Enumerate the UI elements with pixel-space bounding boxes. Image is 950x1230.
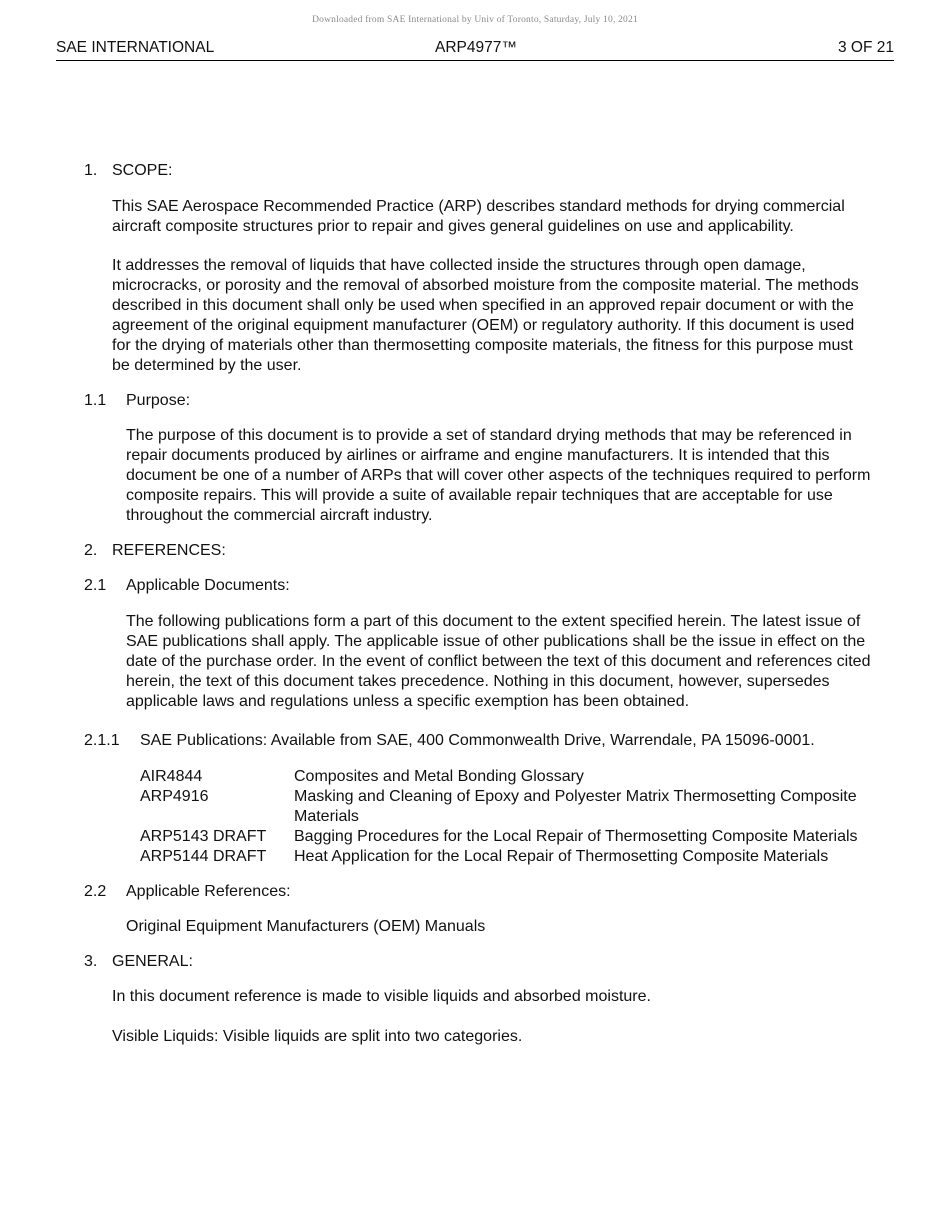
section-sae-publications-heading: [84, 731, 874, 751]
section-number: 1.1: [84, 392, 107, 409]
section-number: 2.1.1: [84, 732, 120, 749]
section-number: 2.1: [84, 577, 107, 594]
download-note: Downloaded from SAE International by Univ of Toronto, Saturday, July 10, 2021: [312, 15, 638, 25]
scope-paragraph-1: This SAE Aerospace Recommended Practice (ARP) describes standard methods for drying commercial aircraft composite structures prior to repair and gives general guidelines on use and applicability.: [112, 198, 845, 235]
publication-code: ARP5143 DRAFT: [140, 828, 267, 845]
page-header: [56, 38, 894, 61]
section-title: SCOPE:: [112, 162, 173, 179]
scope-paragraph-2: It addresses the removal of liquids that have collected inside the structures through open damage, microcracks, or porosity and the removal of absorbed moisture from the composite material. The methods described in this document shall only be used when specified in an approved repair document or with the agreement of the original equipment manufacturer (OEM) or regulatory authority. If this document is used for the drying of materials other than thermosetting composite materials, the fitness for this purpose must be determined by the user.: [112, 257, 859, 374]
section-scope-heading: [84, 161, 874, 181]
publication-title: Bagging Procedures for the Local Repair of Thermosetting Composite Materials: [294, 828, 858, 845]
section-number: 1.: [84, 162, 98, 179]
section-title: GENERAL:: [112, 953, 193, 970]
publication-title: Composites and Metal Bonding Glossary: [294, 768, 584, 785]
section-title: Applicable References:: [126, 883, 291, 900]
section-general-heading: [84, 952, 874, 972]
publication-title: Heat Application for the Local Repair of Thermosetting Composite Materials: [294, 848, 829, 865]
list-item: [140, 767, 874, 787]
section-title: Applicable Documents:: [126, 577, 290, 594]
sae-publications-list: [84, 767, 874, 867]
section-number: 2.2: [84, 883, 107, 900]
applicable-references-paragraph: Original Equipment Manufacturers (OEM) Manuals: [126, 918, 486, 935]
document-body: [84, 161, 874, 1047]
section-number: 2.: [84, 542, 98, 559]
publication-title: Masking and Cleaning of Epoxy and Polyester Matrix Thermosetting Composite Materials: [294, 788, 857, 825]
list-item: [140, 847, 874, 867]
list-item: [140, 787, 874, 827]
publication-code: ARP5144 DRAFT: [140, 848, 267, 865]
publication-code: ARP4916: [140, 788, 209, 805]
header-page-number: 3 OF 21: [838, 39, 894, 56]
applicable-documents-paragraph: The following publications form a part of this document to the extent specified herein. The latest issue of SAE publications shall apply. The applicable issue of other publications shall be the issue in effect on the date of the purchase order. In the event of conflict between the text of this document and references cited herein, the text of this document takes precedence. Nothing in this document, however, supersedes applicable laws and regulations unless a specific exemption has been obtained.: [126, 613, 871, 710]
header-doc-number: ARP4977™: [435, 39, 517, 56]
section-number: 3.: [84, 953, 98, 970]
section-references-heading: [84, 541, 874, 561]
section-title: Purpose:: [126, 392, 191, 409]
publication-code: AIR4844: [140, 768, 203, 785]
general-paragraph-1: In this document reference is made to visible liquids and absorbed moisture.: [112, 988, 651, 1005]
section-title: SAE Publications: Available from SAE, 400 Commonwealth Drive, Warrendale, PA 15096-0001.: [140, 732, 815, 749]
purpose-paragraph: The purpose of this document is to provide a set of standard drying methods that may be referenced in repair documents produced by airlines or airframe and engine manufacturers. It is intended that this document be one of a number of ARPs that will cover other aspects of the techniques required to perform composite repairs. This will provide a suite of available repair techniques that are acceptable for use throughout the commercial aircraft industry.: [126, 427, 871, 524]
header-org: SAE INTERNATIONAL: [56, 39, 215, 56]
list-item: [140, 827, 874, 847]
section-applicable-documents-heading: [84, 576, 874, 596]
section-applicable-references-heading: [84, 882, 874, 902]
general-paragraph-2: Visible Liquids: Visible liquids are split into two categories.: [112, 1028, 523, 1045]
section-purpose-heading: [84, 391, 874, 411]
section-title: REFERENCES:: [112, 542, 226, 559]
